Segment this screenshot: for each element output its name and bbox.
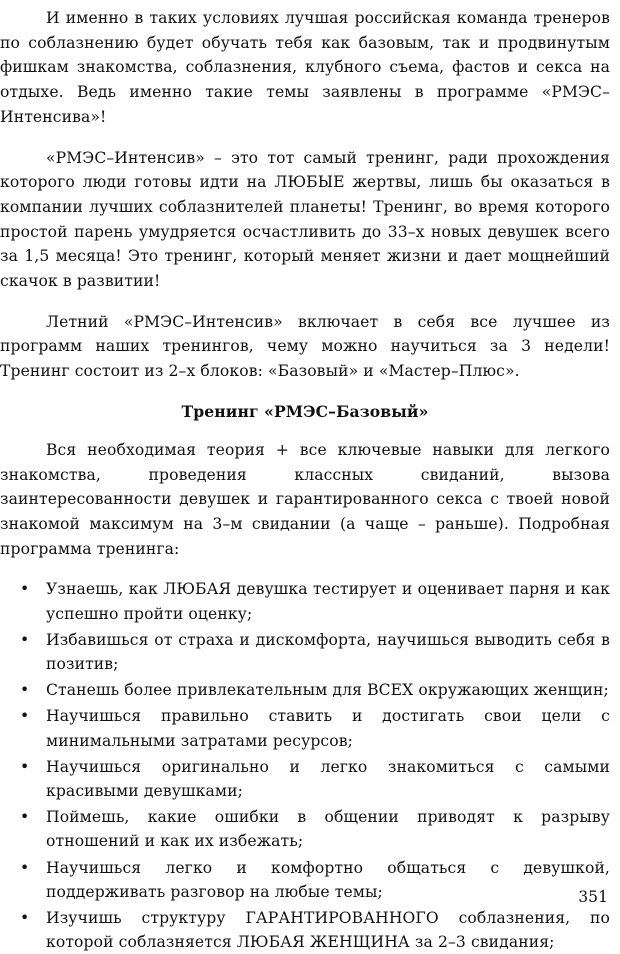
list-item-text: Научишься правильно ставить и достигать свои цели с минимальными затратами ресурсов;	[46, 707, 610, 750]
paragraph-intro: И именно в таких условиях лучшая российская команда тренеров по соблазнению будет обучать тебя как базовым, так и продвинутым фишкам знакомства, соблазнения, клубного съема, фастов и секса на отдыхе. Ведь именно такие темы заявлены в программе «РМЭС–Интенсива»!	[0, 9, 610, 126]
list-item	[0, 805, 610, 853]
paragraph-program-blocks: Летний «РМЭС–Интенсив» включает в себя все лучшее из программ наших тренингов, чему можно научиться за 3 недели! Тренинг состоит из 2–х блоков: «Базовый» и «Мастер–Плюс».	[0, 312, 610, 381]
section-intro-paragraph: Вся необходимая теория + все ключевые навыки для легкого знакомства, проведения классных свиданий, вызова заинтересованности девушек и гарантированного секса с твоей новой знакомой максимум на 3–м свидании (а чаще – раньше). Подробная программа тренинга:	[0, 440, 610, 558]
list-item-text: Научишься легко и комфортно общаться с девушкой, поддерживать разговор на любые темы;	[46, 858, 610, 901]
paragraph-intensive-description: «РМЭС–Интенсив» – это тот самый тренинг, ради прохождения которого люди готовы идти на ЛЮБЫЕ жертвы, лишь бы оказаться в компании лучших соблазнителей планеты! Тренинг, во время которого простой парень умудряется осчастливить до 33–х новых девушек всего за 1,5 месяца! Это тренинг, который меняет жизни и дает мощнейший скачок в развитии!	[0, 148, 610, 291]
list-item	[0, 906, 610, 954]
bullet-icon: •	[20, 707, 30, 726]
list-item	[0, 678, 610, 702]
list-item	[0, 628, 610, 676]
list-item-text: Узнаешь, как ЛЮБАЯ девушка тестирует и оценивает парня и как успешно пройти оценку;	[46, 580, 610, 623]
program-bullet-list	[0, 577, 610, 954]
page-number: 351	[578, 888, 608, 906]
list-item	[0, 704, 610, 752]
list-item-text: Избавишься от страха и дискомфорта, научишься выводить себя в позитив;	[46, 630, 610, 673]
list-item-text: Изучишь структуру ГАРАНТИРОВАННОГО соблазнения, по которой соблазняется ЛЮБАЯ ЖЕНЩИНА за 2–3 свидания;	[46, 909, 610, 952]
list-item-text: Поймешь, какие ошибки в общении приводят к разрыву отношений и как их избежать;	[46, 808, 610, 851]
list-item	[0, 577, 610, 625]
bullet-icon: •	[20, 909, 30, 927]
list-item	[0, 856, 610, 904]
bullet-icon: •	[20, 630, 30, 649]
bullet-icon: •	[20, 681, 30, 700]
list-item	[0, 755, 610, 803]
list-item-text: Научишься оригинально и легко знакомиться с самыми красивыми девушками;	[46, 757, 610, 800]
bullet-icon: •	[20, 580, 30, 599]
bullet-icon: •	[20, 808, 30, 827]
list-item-text: Станешь более привлекательным для ВСЕХ окружающих женщин;	[46, 681, 609, 700]
bullet-icon: •	[20, 858, 30, 877]
bullet-icon: •	[20, 757, 30, 776]
section-heading: Тренинг «РМЭС–Базовый»	[181, 401, 429, 421]
